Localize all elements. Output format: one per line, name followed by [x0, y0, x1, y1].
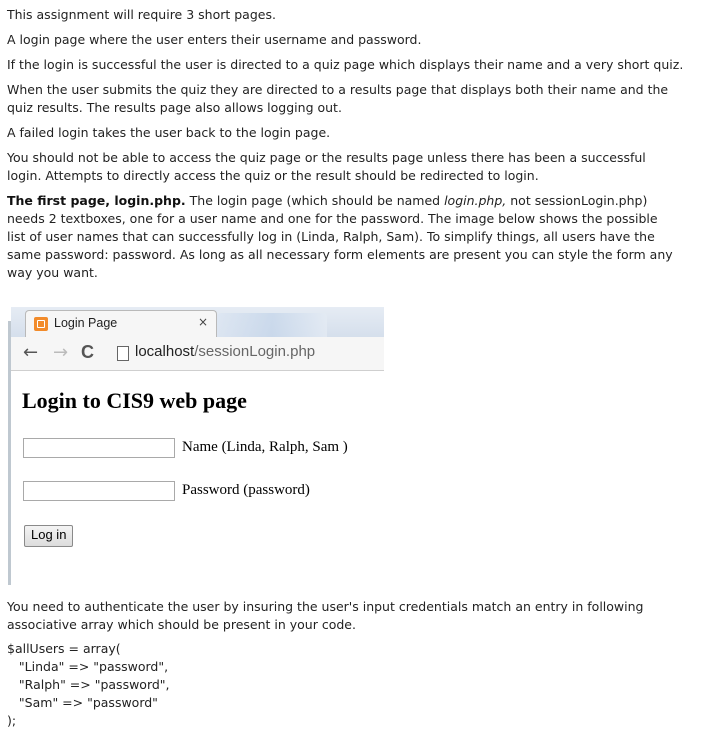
auth-paragraph: You need to authenticate the user by insuring the user's input credentials match an entry in following associative array which should be present in your code.: [7, 599, 644, 632]
password-input[interactable]: [23, 481, 175, 501]
close-tab-icon[interactable]: ×: [197, 315, 208, 329]
url-path: /sessionLogin.php: [194, 343, 316, 360]
reload-icon[interactable]: C: [81, 342, 94, 362]
login-page-screenshot: [8, 307, 384, 585]
page-icon: [117, 346, 129, 361]
browser-tab[interactable]: [25, 310, 217, 338]
login-heading: Login to CIS9 web page: [22, 388, 247, 413]
url-host: localhost: [135, 343, 195, 360]
forward-arrow-icon[interactable]: →: [53, 342, 69, 363]
browser-content: [11, 371, 384, 585]
first-page-bold: The first page, login.php.: [7, 193, 186, 208]
background-tab: [217, 313, 327, 337]
first-page-paragraph: [7, 192, 675, 282]
intro-line-6: You should not be able to access the quiz page or the results page unless there has been a successful login. Attempts to directly access the quiz or the result should be redirected to login.: [7, 150, 646, 183]
intro-line-5: A failed login takes the user back to the login page.: [7, 125, 331, 140]
intro-line-3: If the login is successful the user is directed to a quiz page which displays their name and a very short quiz.: [7, 57, 684, 72]
first-page-text-1: The login page (which should be named: [185, 193, 445, 208]
code-line: "Ralph" => "password",: [7, 677, 170, 692]
intro-line-1: This assignment will require 3 short pages.: [7, 7, 276, 22]
browser-tab-strip: [11, 307, 384, 337]
intro-line-2: A login page where the user enters their username and password.: [7, 32, 422, 47]
address-bar[interactable]: [135, 343, 315, 360]
code-line: );: [7, 713, 17, 728]
browser-toolbar: [11, 337, 384, 371]
code-block: [7, 640, 170, 730]
code-line: "Sam" => "password": [7, 695, 158, 710]
code-line: $allUsers = array(: [7, 641, 121, 656]
name-input[interactable]: [23, 438, 175, 458]
first-page-italic: login.php,: [444, 193, 507, 208]
login-button[interactable]: Log in: [24, 525, 73, 547]
name-label: Name (Linda, Ralph, Sam ): [182, 439, 348, 455]
first-page-text-2: not sessionLogin.php) needs 2 textboxes, one for a user name and one for the password. The image below shows the possible list of user names that can successfully log in (Linda, Ralph, Sam). To simplify things, all users have the same password: password. As long as all necessary form elements are present you can style the form any way you want.: [7, 193, 673, 280]
password-label: Password (password): [182, 482, 310, 498]
tab-title: Login Page: [54, 316, 118, 330]
intro-line-4: When the user submits the quiz they are directed to a results page that displays both their name and the quiz results. The results page also allows logging out.: [7, 82, 669, 115]
xampp-favicon-icon: [34, 317, 48, 331]
back-arrow-icon[interactable]: ←: [23, 342, 39, 363]
code-line: "Linda" => "password",: [7, 659, 169, 674]
